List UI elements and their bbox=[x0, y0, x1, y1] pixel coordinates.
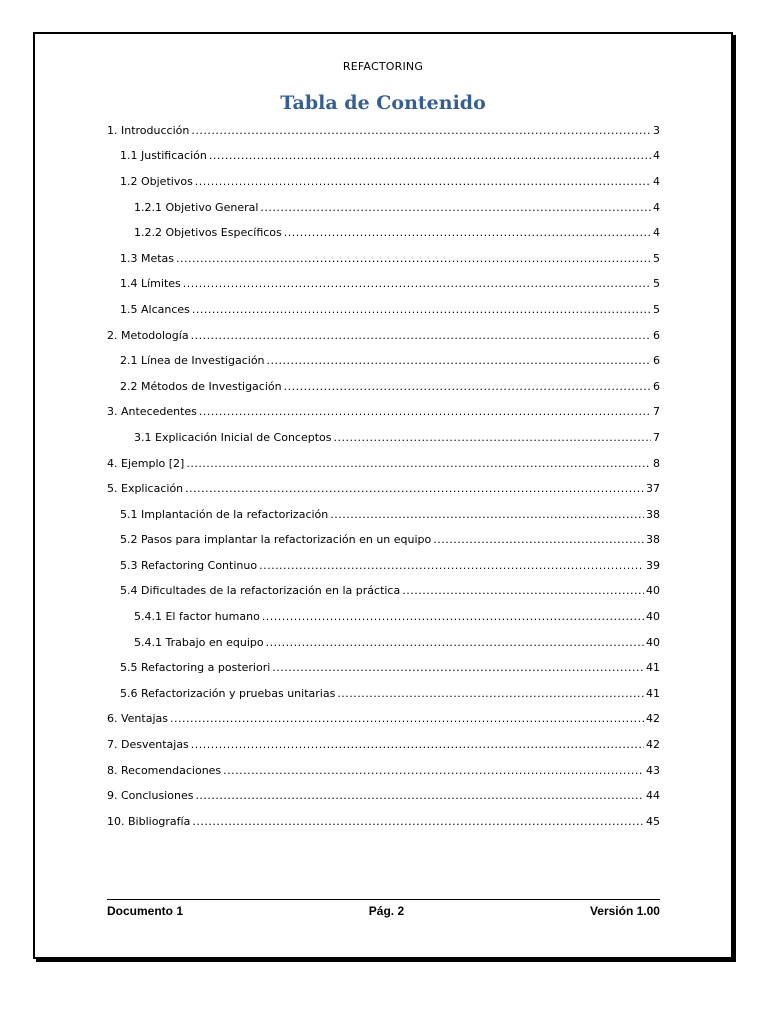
toc-dot-leader bbox=[191, 124, 651, 138]
toc-dot-leader bbox=[259, 559, 644, 573]
footer-version: Versión 1.00 bbox=[589, 904, 660, 918]
toc-dot-leader bbox=[266, 636, 644, 650]
toc-entry-label: 5. Explicación bbox=[107, 482, 184, 496]
toc-dot-leader bbox=[272, 661, 644, 675]
toc-entry-page: 45 bbox=[646, 814, 660, 828]
toc-entry[interactable] bbox=[107, 681, 660, 707]
toc-entry-page: 3 bbox=[653, 123, 660, 137]
toc-dot-leader bbox=[170, 712, 644, 726]
toc-entry[interactable] bbox=[107, 476, 660, 502]
toc-entry[interactable] bbox=[107, 630, 660, 656]
toc-entry[interactable] bbox=[107, 144, 660, 170]
toc-dot-leader bbox=[262, 610, 644, 624]
toc-entry[interactable] bbox=[107, 246, 660, 272]
toc-entry-label: 2.1 Línea de Investigación bbox=[120, 354, 265, 368]
toc-entry-page: 5 bbox=[653, 277, 660, 291]
toc-dot-leader bbox=[199, 405, 651, 419]
toc-entry[interactable] bbox=[107, 655, 660, 681]
toc-entry[interactable] bbox=[107, 451, 660, 477]
toc-entry[interactable] bbox=[107, 118, 660, 144]
toc-entry-page: 40 bbox=[646, 584, 660, 598]
toc-entry[interactable] bbox=[107, 374, 660, 400]
toc-entry[interactable] bbox=[107, 809, 660, 835]
toc-dot-leader bbox=[260, 201, 651, 215]
toc-entry-label: 5.4.1 Trabajo en equipo bbox=[134, 635, 264, 649]
running-header: REFACTORING bbox=[342, 60, 424, 73]
toc-entry-label: 3. Antecedentes bbox=[107, 405, 197, 419]
toc-entry-label: 5.2 Pasos para implantar la refactorización en un equipo bbox=[120, 533, 432, 547]
toc-entry-label: 2. Metodología bbox=[107, 328, 189, 342]
toc-entry-page: 4 bbox=[653, 174, 660, 188]
toc-dot-leader bbox=[209, 149, 651, 163]
toc-entry-label: 1.4 Límites bbox=[120, 277, 181, 291]
toc-entry-label: 5.3 Refactoring Continuo bbox=[120, 558, 258, 572]
toc-dot-leader bbox=[334, 431, 651, 445]
toc-entry[interactable] bbox=[107, 220, 660, 246]
toc-entry[interactable] bbox=[107, 579, 660, 605]
toc-entry[interactable] bbox=[107, 732, 660, 758]
toc-dot-leader bbox=[192, 815, 644, 829]
toc-entry-page: 37 bbox=[646, 482, 660, 496]
toc-dot-leader bbox=[267, 354, 651, 368]
document-page bbox=[33, 32, 733, 959]
toc-dot-leader bbox=[402, 584, 644, 598]
toc-entry-label: 5.6 Refactorización y pruebas unitarias bbox=[120, 686, 336, 700]
toc-entry-page: 4 bbox=[653, 200, 660, 214]
toc-entry-label: 7. Desventajas bbox=[107, 738, 189, 752]
toc-entry-page: 6 bbox=[653, 379, 660, 393]
toc-dot-leader bbox=[195, 175, 651, 189]
toc-entry-page: 6 bbox=[653, 354, 660, 368]
toc-dot-leader bbox=[284, 380, 651, 394]
toc-entry-label: 6. Ventajas bbox=[107, 712, 168, 726]
toc-dot-leader bbox=[186, 457, 651, 471]
footer-document-name: Documento 1 bbox=[107, 904, 184, 918]
toc-entry[interactable] bbox=[107, 604, 660, 630]
toc-entry-page: 5 bbox=[653, 302, 660, 316]
toc-entry-label: 1.2.2 Objetivos Específicos bbox=[134, 226, 282, 240]
toc-dot-leader bbox=[191, 329, 651, 343]
toc-entry-page: 41 bbox=[646, 661, 660, 675]
toc-dot-leader bbox=[183, 277, 651, 291]
toc-entry-page: 43 bbox=[646, 763, 660, 777]
footer-rule bbox=[107, 899, 660, 900]
toc-entry-page: 38 bbox=[646, 507, 660, 521]
toc-dot-leader bbox=[191, 738, 644, 752]
toc-entry-page: 42 bbox=[646, 738, 660, 752]
toc-entry-label: 9. Conclusiones bbox=[107, 789, 194, 803]
toc-entry-page: 7 bbox=[653, 405, 660, 419]
toc-entry[interactable] bbox=[107, 758, 660, 784]
toc-entry-page: 4 bbox=[653, 149, 660, 163]
toc-entry-page: 7 bbox=[653, 430, 660, 444]
toc-entry-page: 39 bbox=[646, 558, 660, 572]
toc-dot-leader bbox=[433, 533, 644, 547]
footer-page-number: Pág. 2 bbox=[368, 904, 405, 918]
toc-entry-label: 1.2.1 Objetivo General bbox=[134, 200, 259, 214]
toc-entry[interactable] bbox=[107, 528, 660, 554]
toc-entry[interactable] bbox=[107, 272, 660, 298]
toc-dot-leader bbox=[223, 764, 644, 778]
toc-entry[interactable] bbox=[107, 707, 660, 733]
table-of-contents bbox=[107, 118, 660, 835]
toc-entry[interactable] bbox=[107, 169, 660, 195]
toc-entry-label: 1. Introducción bbox=[107, 123, 190, 137]
toc-entry-label: 2.2 Métodos de Investigación bbox=[120, 379, 282, 393]
toc-entry-page: 8 bbox=[653, 456, 660, 470]
toc-dot-leader bbox=[284, 226, 651, 240]
toc-dot-leader bbox=[185, 482, 644, 496]
toc-entry[interactable] bbox=[107, 502, 660, 528]
toc-entry-page: 38 bbox=[646, 533, 660, 547]
toc-dot-leader bbox=[195, 789, 644, 803]
toc-entry-label: 3.1 Explicación Inicial de Conceptos bbox=[134, 430, 332, 444]
toc-entry[interactable] bbox=[107, 783, 660, 809]
toc-entry[interactable] bbox=[107, 553, 660, 579]
toc-entry-page: 41 bbox=[646, 686, 660, 700]
toc-dot-leader bbox=[176, 252, 651, 266]
toc-entry-page: 44 bbox=[646, 789, 660, 803]
toc-entry-label: 1.5 Alcances bbox=[120, 302, 190, 316]
toc-entry[interactable] bbox=[107, 348, 660, 374]
toc-entry[interactable] bbox=[107, 323, 660, 349]
toc-dot-leader bbox=[330, 508, 644, 522]
toc-entry-page: 40 bbox=[646, 635, 660, 649]
toc-entry-label: 4. Ejemplo [2] bbox=[107, 456, 185, 470]
toc-entry-label: 1.1 Justificación bbox=[120, 149, 207, 163]
toc-entry-label: 1.3 Metas bbox=[120, 251, 175, 265]
toc-entry-label: 10. Bibliografía bbox=[107, 814, 191, 828]
toc-entry-label: 5.4 Dificultades de la refactorización en la práctica bbox=[120, 584, 401, 598]
toc-entry[interactable] bbox=[107, 400, 660, 426]
toc-entry-label: 8. Recomendaciones bbox=[107, 763, 222, 777]
toc-entry[interactable] bbox=[107, 297, 660, 323]
toc-entry[interactable] bbox=[107, 425, 660, 451]
toc-entry-page: 5 bbox=[653, 251, 660, 265]
page-footer bbox=[107, 904, 660, 918]
toc-entry-label: 1.2 Objetivos bbox=[120, 174, 193, 188]
toc-entry-page: 40 bbox=[646, 610, 660, 624]
toc-dot-leader bbox=[337, 687, 644, 701]
toc-entry-label: 5.5 Refactoring a posteriori bbox=[120, 661, 271, 675]
toc-entry-page: 4 bbox=[653, 226, 660, 240]
toc-entry-label: 5.4.1 El factor humano bbox=[134, 610, 260, 624]
toc-heading: Tabla de Contenido bbox=[280, 92, 486, 114]
toc-entry-page: 6 bbox=[653, 328, 660, 342]
toc-dot-leader bbox=[192, 303, 651, 317]
toc-entry-label: 5.1 Implantación de la refactorización bbox=[120, 507, 329, 521]
toc-entry-page: 42 bbox=[646, 712, 660, 726]
toc-entry[interactable] bbox=[107, 195, 660, 221]
